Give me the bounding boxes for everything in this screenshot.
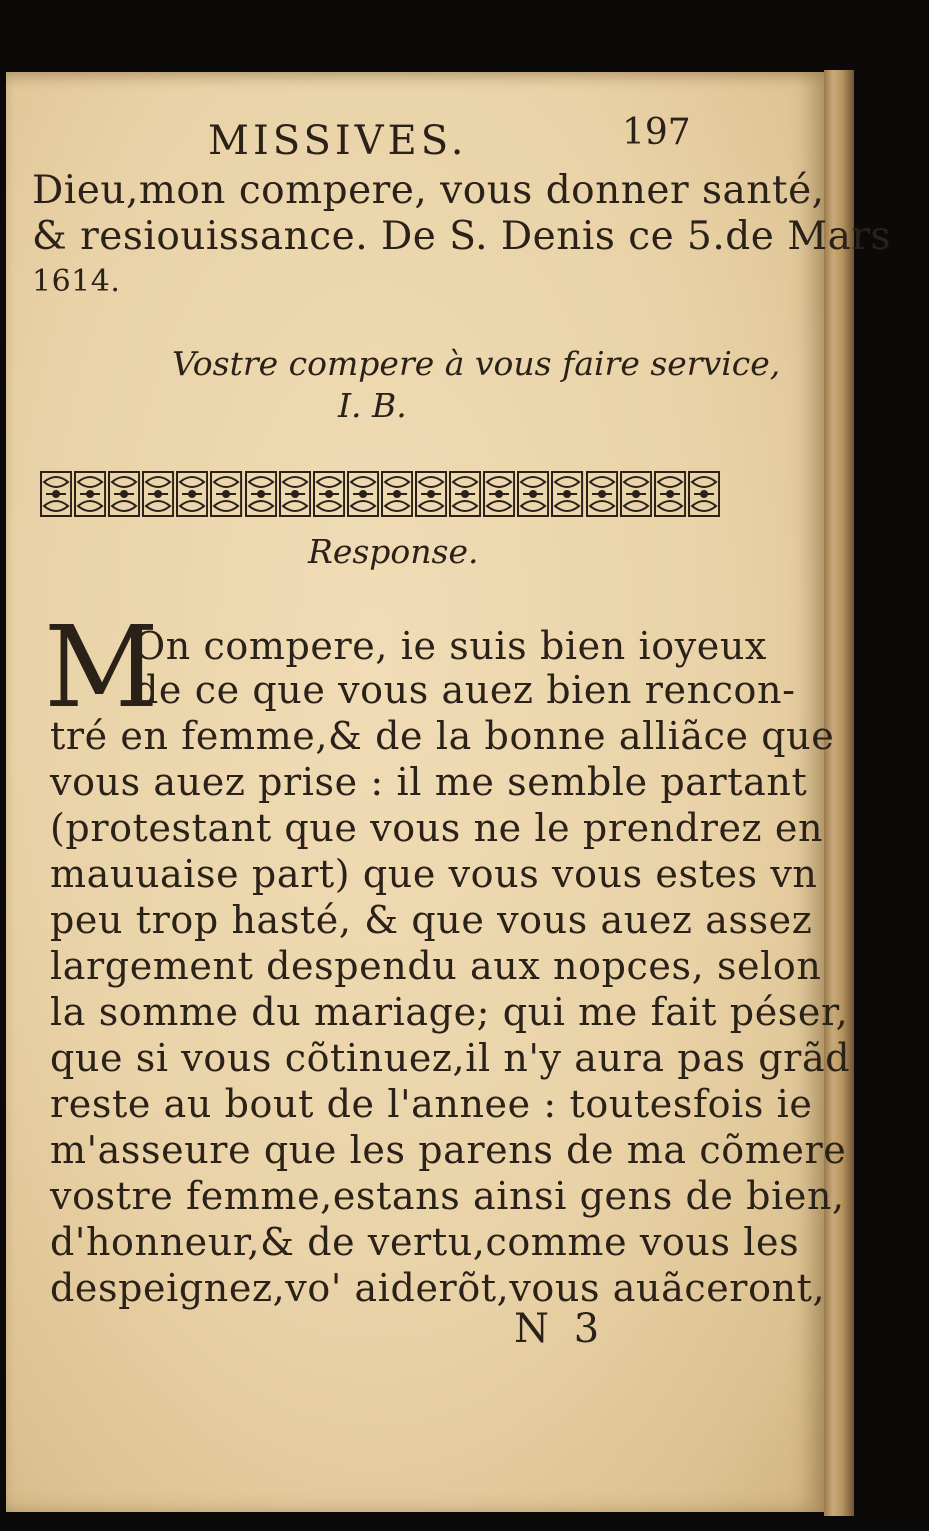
fleuron-ornament: [483, 470, 515, 518]
fleuron-ornament: [620, 470, 652, 518]
fleuron-ornament: [313, 470, 345, 518]
body-line-7: peu trop hasté, & que vous auez assez: [50, 898, 813, 942]
body-line-10: que si vous cõtinuez,il n'y aura pas grãd: [50, 1036, 851, 1080]
text-line-1: Dieu,mon compere, vous donner santé,: [32, 168, 825, 213]
fleuron-ornament: [449, 470, 481, 518]
body-line-15: despeignez,vo' aiderõt,vous auãceront,: [50, 1266, 826, 1310]
body-line-14: d'honneur,& de vertu,comme vous les: [50, 1220, 800, 1264]
fleuron-ornament: [415, 470, 447, 518]
body-line-5: (protestant que vous ne le prendrez en: [50, 806, 824, 850]
fleuron-ornament: [381, 470, 413, 518]
body-line-1: On compere, ie suis bien ioyeux: [134, 624, 767, 668]
body-line-3: tré en femme,& de la bonne alliãce que: [50, 714, 835, 758]
signature-closing: Vostre compere à vous faire service,: [172, 344, 781, 383]
drop-capital: M: [44, 603, 159, 733]
fleuron-ornament: [142, 470, 174, 518]
running-title: MISSIVES.: [208, 118, 468, 164]
body-line-12: m'asseure que les parens de ma cõmere: [50, 1128, 847, 1172]
body-line-11: reste au bout de l'annee : toutesfois ie: [50, 1082, 813, 1126]
text-line-2: & resiouissance. De S. Denis ce 5.de Mars: [32, 214, 892, 259]
fleuron-ornament: [688, 470, 720, 518]
body-line-4: vous auez prise : il me semble partant: [50, 760, 808, 804]
date-line: 1614.: [32, 264, 121, 299]
body-line-9: la somme du mariage; qui me fait péser,: [50, 990, 849, 1034]
body-line-8: largement despendu aux nopces, selon: [50, 944, 822, 988]
fleuron-ornament: [517, 470, 549, 518]
fleuron-ornament: [74, 470, 106, 518]
page-number: 197: [622, 112, 691, 153]
ornament-band: [40, 470, 720, 518]
fleuron-ornament: [108, 470, 140, 518]
body-line-6: mauuaise part) que vous vous estes vn: [50, 852, 818, 896]
fleuron-ornament: [210, 470, 242, 518]
body-line-13: vostre femme,estans ainsi gens de bien,: [50, 1174, 845, 1218]
fleuron-ornament: [176, 470, 208, 518]
signature-initials: I. B.: [338, 386, 407, 425]
fleuron-ornament: [40, 470, 72, 518]
fleuron-ornament: [654, 470, 686, 518]
fleuron-ornament: [347, 470, 379, 518]
signature-mark: N 3: [514, 1306, 606, 1352]
body-line-2: de ce que vous auez bien rencon-: [134, 668, 796, 712]
fleuron-ornament: [551, 470, 583, 518]
fleuron-ornament: [245, 470, 277, 518]
fleuron-ornament: [586, 470, 618, 518]
section-heading: Response.: [308, 532, 479, 571]
page-edge: [824, 70, 854, 1516]
fleuron-ornament: [279, 470, 311, 518]
